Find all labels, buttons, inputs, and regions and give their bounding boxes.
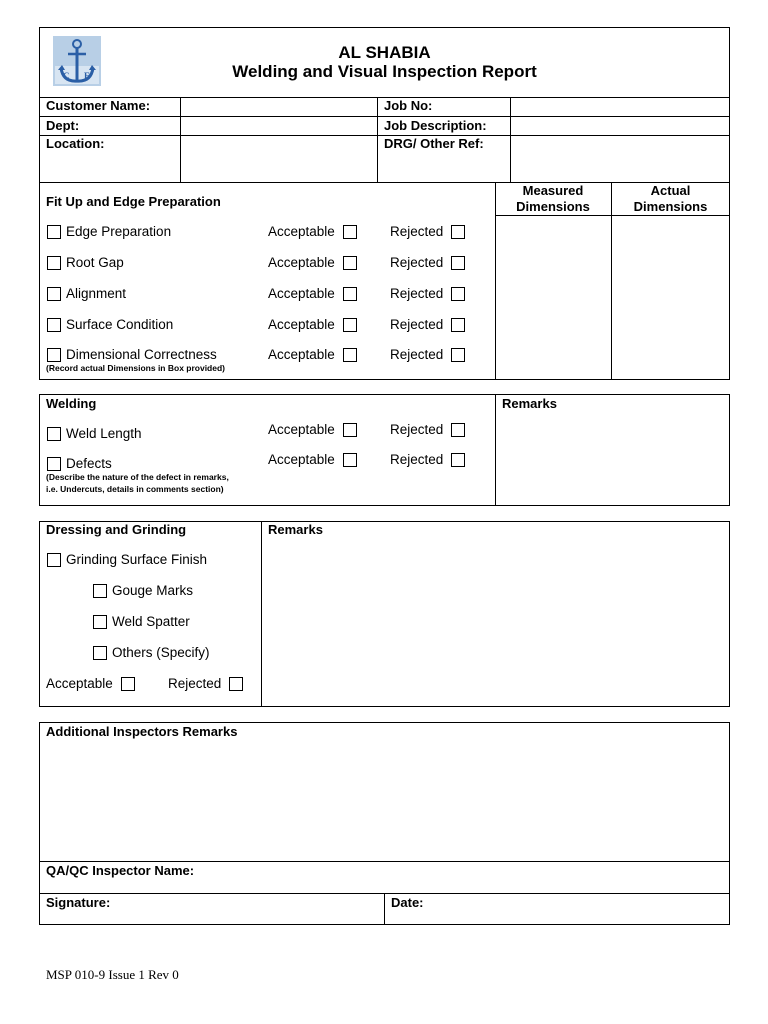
dressing-heading: Dressing and Grinding bbox=[46, 522, 187, 537]
rejected-label: Rejected bbox=[390, 422, 444, 437]
grinding-surface-finish-label: Grinding Surface Finish bbox=[66, 552, 208, 567]
fitup-heading: Fit Up and Edge Preparation bbox=[46, 194, 221, 209]
rejected-label: Rejected bbox=[168, 676, 222, 691]
surface-condition-label: Surface Condition bbox=[66, 317, 174, 332]
gouge-marks-label: Gouge Marks bbox=[112, 583, 194, 598]
inspector-name-label: QA/QC Inspector Name: bbox=[46, 863, 195, 878]
dimensional-correctness-checkbox[interactable] bbox=[47, 348, 61, 362]
svg-text:C: C bbox=[63, 71, 70, 81]
root-gap-checkbox[interactable] bbox=[47, 256, 61, 270]
welding-remarks-heading: Remarks bbox=[502, 396, 557, 411]
rejected-label: Rejected bbox=[390, 347, 444, 362]
job-description-label: Job Description: bbox=[384, 118, 487, 133]
weld-spatter-checkbox[interactable] bbox=[93, 615, 107, 629]
document-code: MSP 010-9 Issue 1 Rev 0 bbox=[46, 967, 179, 982]
weld-length-checkbox[interactable] bbox=[47, 427, 61, 441]
rejected-label: Rejected bbox=[390, 452, 444, 467]
root-gap-acceptable-checkbox[interactable] bbox=[343, 256, 357, 270]
rejected-label: Rejected bbox=[390, 255, 444, 270]
root-gap-rejected-checkbox[interactable] bbox=[451, 256, 465, 270]
rejected-label: Rejected bbox=[390, 317, 444, 332]
gouge-marks-checkbox[interactable] bbox=[93, 584, 107, 598]
dressing-rejected-checkbox[interactable] bbox=[229, 677, 243, 691]
defects-note-line1: (Describe the nature of the defect in remarks, bbox=[46, 472, 229, 482]
fitup-note: (Record actual Dimensions in Box provided) bbox=[46, 363, 226, 373]
defects-label: Defects bbox=[66, 456, 112, 471]
edge-preparation-acceptable-checkbox[interactable] bbox=[343, 225, 357, 239]
dept-label: Dept: bbox=[46, 118, 80, 133]
rejected-label: Rejected bbox=[390, 224, 444, 239]
measured-dimensions-header-2: Dimensions bbox=[516, 199, 590, 214]
grinding-surface-finish-checkbox[interactable] bbox=[47, 553, 61, 567]
company-name: AL SHABIA bbox=[338, 43, 431, 62]
defects-acceptable-checkbox[interactable] bbox=[343, 453, 357, 467]
acceptable-label: Acceptable bbox=[268, 286, 335, 301]
measured-dimensions-header: Measured bbox=[522, 183, 584, 198]
alignment-rejected-checkbox[interactable] bbox=[451, 287, 465, 301]
acceptable-label: Acceptable bbox=[268, 422, 335, 437]
edge-preparation-checkbox[interactable] bbox=[47, 225, 61, 239]
dimensional-correctness-rejected-checkbox[interactable] bbox=[451, 348, 465, 362]
weld-spatter-label: Weld Spatter bbox=[112, 614, 190, 629]
dimensional-correctness-label: Dimensional Correctness bbox=[66, 347, 217, 362]
signature-label: Signature: bbox=[46, 895, 111, 910]
alignment-checkbox[interactable] bbox=[47, 287, 61, 301]
weld-length-rejected-checkbox[interactable] bbox=[451, 423, 465, 437]
rejected-label: Rejected bbox=[390, 286, 444, 301]
actual-dimensions-header: Actual bbox=[650, 183, 691, 198]
date-label: Date: bbox=[391, 895, 424, 910]
actual-dimensions-header-2: Dimensions bbox=[633, 199, 708, 214]
root-gap-label: Root Gap bbox=[66, 255, 124, 270]
dressing-remarks-heading: Remarks bbox=[268, 522, 323, 537]
dressing-acceptable-checkbox[interactable] bbox=[121, 677, 135, 691]
surface-condition-acceptable-checkbox[interactable] bbox=[343, 318, 357, 332]
location-label: Location: bbox=[46, 136, 105, 151]
drg-ref-label: DRG/ Other Ref: bbox=[384, 136, 484, 151]
welding-heading: Welding bbox=[46, 396, 97, 411]
dimensional-correctness-acceptable-checkbox[interactable] bbox=[343, 348, 357, 362]
others-specify-label: Others (Specify) bbox=[112, 645, 210, 660]
surface-condition-checkbox[interactable] bbox=[47, 318, 61, 332]
weld-length-acceptable-checkbox[interactable] bbox=[343, 423, 357, 437]
additional-remarks-heading: Additional Inspectors Remarks bbox=[46, 724, 238, 739]
acceptable-label: Acceptable bbox=[46, 676, 113, 691]
svg-text:E: E bbox=[84, 71, 91, 81]
acceptable-label: Acceptable bbox=[268, 255, 335, 270]
welding-remarks-area[interactable] bbox=[496, 412, 729, 505]
surface-condition-rejected-checkbox[interactable] bbox=[451, 318, 465, 332]
defects-checkbox[interactable] bbox=[47, 457, 61, 471]
weld-length-label: Weld Length bbox=[66, 426, 142, 441]
alignment-acceptable-checkbox[interactable] bbox=[343, 287, 357, 301]
edge-preparation-rejected-checkbox[interactable] bbox=[451, 225, 465, 239]
others-specify-checkbox[interactable] bbox=[93, 646, 107, 660]
report-title: Welding and Visual Inspection Report bbox=[232, 62, 537, 81]
acceptable-label: Acceptable bbox=[268, 347, 335, 362]
alignment-label: Alignment bbox=[66, 286, 127, 301]
acceptable-label: Acceptable bbox=[268, 317, 335, 332]
defects-rejected-checkbox[interactable] bbox=[451, 453, 465, 467]
dressing-remarks-area[interactable] bbox=[262, 540, 729, 706]
defects-note-line2: i.e. Undercuts, details in comments section) bbox=[46, 484, 224, 494]
customer-name-label: Customer Name: bbox=[46, 98, 151, 113]
acceptable-label: Acceptable bbox=[268, 452, 335, 467]
additional-remarks-area[interactable] bbox=[40, 742, 729, 860]
edge-preparation-label: Edge Preparation bbox=[66, 224, 172, 239]
acceptable-label: Acceptable bbox=[268, 224, 335, 239]
job-no-label: Job No: bbox=[384, 98, 433, 113]
